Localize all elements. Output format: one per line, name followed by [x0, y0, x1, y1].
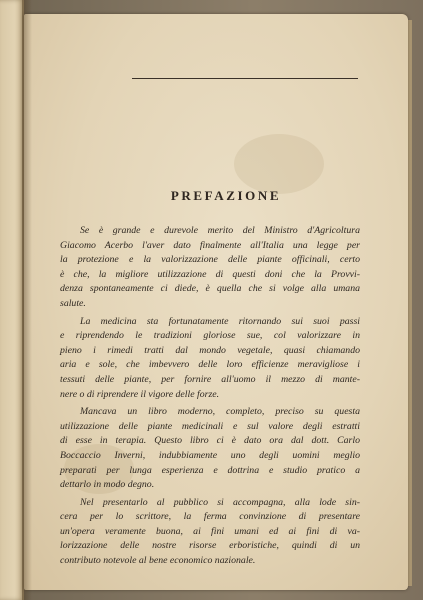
text-line: aria e sole, che imbevvero delle loro efficienze meravigliose i	[60, 359, 360, 371]
text-line: preparati per lunga esperienza e dottrina e studio pratico a	[60, 464, 360, 476]
page-title: PREFAZIONE	[170, 188, 282, 203]
paragraph-2	[60, 315, 360, 403]
paper-stain	[234, 134, 324, 194]
text-line: Se è grande e durevole merito del Ministro d'Agricoltura	[80, 225, 360, 236]
text-line: lorizzazione delle nostre risorse erboristiche, quindi di un	[60, 540, 360, 552]
text-line: La medicina sta fortunatamente ritornando sui suoi passi	[80, 315, 360, 327]
paragraph-4	[60, 496, 360, 569]
paragraph-1	[60, 224, 360, 312]
text-line: Nel presentarlo al pubblico si accompagna, alla lode sin-	[80, 496, 360, 508]
text-line: contributo notevole al bene economico nazionale.	[60, 555, 256, 567]
text-line: salute.	[60, 297, 86, 309]
text-line: tessuti delle piante, per fornire all'uomo il mezzo di mante-	[60, 373, 360, 385]
gutter-shadow	[22, 0, 32, 600]
text-line: utilizzazione delle piante medicinali e sul valore degli estratti	[60, 420, 360, 432]
text-line: un'opera veramente buona, ai fini umani ed ai fini di va-	[60, 525, 360, 537]
header-rule	[132, 78, 358, 79]
text-line: Boccaccio Inverni, indubbiamente uno degli uomini meglio	[60, 449, 360, 461]
left-page-edge	[0, 0, 24, 600]
text-line: dettarlo in modo degno.	[60, 479, 155, 491]
text-line: pieno i rimedi tratti dal mondo vegetale, quasi chiamando	[60, 344, 360, 356]
text-line: Giacomo Acerbo l'aver dato finalmente all'Italia una legge per	[60, 239, 360, 251]
paragraph-3	[60, 405, 360, 493]
text-line: la protezione e la valorizzazione delle piante officinali, certo	[60, 254, 360, 266]
preface-body	[60, 224, 360, 569]
text-line: nere o di riprendere il vigore delle forze.	[60, 388, 220, 400]
text-line: è che, la migliore utilizzazione di questi doni che la Provvi-	[60, 268, 360, 280]
text-line: cera per lo scrittore, la ferma convinzione di presentare	[60, 511, 360, 523]
text-line: Mancava un libro moderno, completo, preciso su questa	[80, 406, 360, 418]
book-page	[24, 14, 408, 590]
text-line: denza spontaneamente ci diede, è quella che si volge alla umana	[60, 283, 360, 295]
text-line: di esse in terapia. Questo libro ci è dato ora dal dott. Carlo	[60, 435, 360, 447]
text-line: e riprendendo le tradizioni gloriose sue, col valorizzare in	[60, 330, 360, 342]
